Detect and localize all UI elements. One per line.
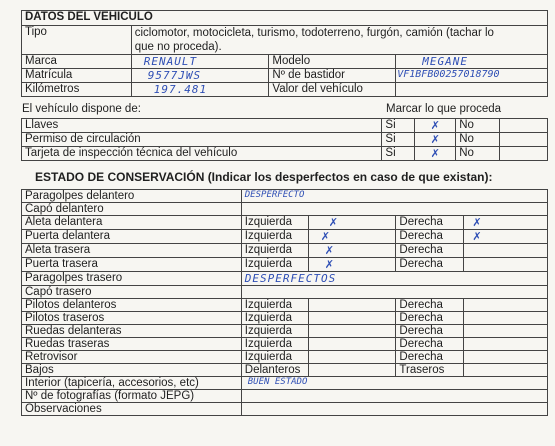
tipo-label: Tipo (22, 26, 132, 55)
check-mark: ✗ (464, 230, 548, 244)
izquierda-label: Izquierda (241, 325, 308, 338)
check-mark: ✗ (464, 216, 548, 230)
row-label: Pilotos delanteros (22, 299, 242, 312)
km-label: Kilómetros (22, 83, 132, 97)
equipment-row-permiso (22, 133, 548, 147)
empty-cell (241, 286, 547, 299)
row-label: Puerta delantera (22, 230, 242, 244)
row-label: Aleta trasera (22, 244, 242, 258)
empty-cell (464, 325, 548, 338)
marca-label: Marca (22, 55, 132, 69)
row-pilotos-traseros (22, 312, 548, 325)
check-mark: ✗ (308, 244, 396, 258)
empty-cell (308, 325, 396, 338)
row-label: Pilotos traseros (22, 312, 242, 325)
no-label: No (456, 147, 500, 161)
empty-cell (464, 258, 548, 272)
row-label: Interior (tapicería, accesorios, etc) (22, 377, 242, 390)
izquierda-label: Izquierda (241, 230, 308, 244)
empty-cell (500, 119, 548, 133)
row-label: Nº de fotografías (formato JEPG) (22, 390, 242, 403)
row-capo-delantero (22, 203, 548, 216)
izquierda-label: Izquierda (241, 338, 308, 351)
row-bajos (22, 364, 548, 377)
derecha-label: Derecha (396, 216, 464, 230)
no-label: No (456, 133, 500, 147)
row-label: Ruedas traseras (22, 338, 242, 351)
km-value: 197.481 (131, 83, 269, 97)
empty-cell (464, 244, 548, 258)
condition-table (21, 189, 548, 416)
si-label: Si (382, 119, 415, 133)
row-label: Puerta trasera (22, 258, 242, 272)
row-label: Aleta delantera (22, 216, 242, 230)
izquierda-label: Izquierda (241, 299, 308, 312)
condition-title: ESTADO DE CONSERVACIÓN (Indicar los desperfectos en caso de que existan): (35, 170, 493, 184)
empty-cell (500, 133, 548, 147)
equipment-label: Permiso de circulación (22, 133, 382, 147)
derecha-label: Derecha (396, 325, 464, 338)
equipment-intro: El vehículo dispone de: (22, 103, 141, 115)
izquierda-label: Izquierda (241, 258, 308, 272)
izquierda-label: Izquierda (241, 216, 308, 230)
row-label: Observaciones (22, 403, 242, 416)
equipment-row-llaves (22, 119, 548, 133)
izquierda-label: Izquierda (241, 351, 308, 364)
row-label: Paragolpes delantero (22, 190, 242, 203)
empty-cell (464, 299, 548, 312)
row-retrovisor (22, 351, 548, 364)
row-label: Capó trasero (22, 286, 242, 299)
si-label: Si (382, 133, 415, 147)
paragolpes-delantero-note: DESPERFECTO (241, 190, 547, 203)
empty-cell (241, 203, 547, 216)
matricula-label: Matrícula (22, 69, 132, 83)
no-label: No (456, 119, 500, 133)
empty-cell (500, 147, 548, 161)
empty-cell (308, 364, 396, 377)
row-label: Retrovisor (22, 351, 242, 364)
empty-cell (464, 351, 548, 364)
tipo-value-line1: ciclomotor, motocicleta, turismo, todoterreno, furgón, camión (tachar lo (134, 27, 494, 39)
empty-cell (464, 364, 548, 377)
check-mark: ✗ (308, 258, 396, 272)
row-label: Capó delantero (22, 203, 242, 216)
bastidor-value: VF1BFB00257018790 (396, 69, 548, 83)
empty-cell (308, 312, 396, 325)
row-label: Paragolpes trasero (22, 272, 242, 286)
empty-cell (464, 312, 548, 325)
row-aleta-delantera (22, 216, 548, 230)
row-paragolpes-trasero (22, 272, 548, 286)
paragolpes-trasero-note: DESPERFECTOS (241, 272, 547, 286)
empty-cell (241, 390, 547, 403)
empty-cell (308, 299, 396, 312)
delanteros-label: Delanteros (241, 364, 308, 377)
check-mark: ✗ (415, 133, 456, 147)
marca-value: RENAULT (131, 55, 269, 69)
row-aleta-trasera (22, 244, 548, 258)
row-observaciones (22, 403, 548, 416)
vehicle-section-title: DATOS DEL VEHÍCULO (22, 11, 548, 26)
traseros-label: Traseros (396, 364, 464, 377)
tipo-value (131, 26, 547, 55)
check-mark: ✗ (415, 147, 456, 161)
matricula-value: 9577JWS (131, 69, 269, 83)
si-label: Si (382, 147, 415, 161)
row-puerta-trasera (22, 258, 548, 272)
row-label: Bajos (22, 364, 242, 377)
row-interior (22, 377, 548, 390)
mark-note: Marcar lo que proceda (386, 103, 502, 115)
empty-cell (464, 338, 548, 351)
derecha-label: Derecha (396, 258, 464, 272)
row-capo-trasero (22, 286, 548, 299)
row-puerta-delantera (22, 230, 548, 244)
modelo-value: MEGANE (396, 55, 548, 69)
derecha-label: Derecha (396, 299, 464, 312)
equipment-row-itv (22, 147, 548, 161)
empty-cell (241, 403, 547, 416)
derecha-label: Derecha (396, 244, 464, 258)
check-mark: ✗ (415, 119, 456, 133)
row-ruedas-traseras (22, 338, 548, 351)
izquierda-label: Izquierda (241, 312, 308, 325)
bastidor-label: Nº de bastidor (269, 69, 396, 83)
equipment-label: Tarjeta de inspección técnica del vehículo (22, 147, 382, 161)
empty-cell (308, 351, 396, 364)
derecha-label: Derecha (396, 351, 464, 364)
check-mark: ✗ (308, 216, 396, 230)
empty-cell (308, 338, 396, 351)
derecha-label: Derecha (396, 230, 464, 244)
row-pilotos-delanteros (22, 299, 548, 312)
check-mark: ✗ (308, 230, 396, 244)
equipment-label: Llaves (22, 119, 382, 133)
row-label: Ruedas delanteras (22, 325, 242, 338)
equipment-table (21, 118, 548, 161)
valor-value (396, 83, 548, 97)
row-paragolpes-delantero (22, 190, 548, 203)
valor-label: Valor del vehículo (269, 83, 396, 97)
row-ruedas-delanteras (22, 325, 548, 338)
derecha-label: Derecha (396, 312, 464, 325)
modelo-label: Modelo (269, 55, 396, 69)
derecha-label: Derecha (396, 338, 464, 351)
izquierda-label: Izquierda (241, 244, 308, 258)
interior-note: BUEN ESTADO (241, 377, 547, 390)
tipo-value-line2: que no proceda). (134, 41, 222, 53)
row-fotografias (22, 390, 548, 403)
vehicle-data-table (21, 10, 548, 97)
